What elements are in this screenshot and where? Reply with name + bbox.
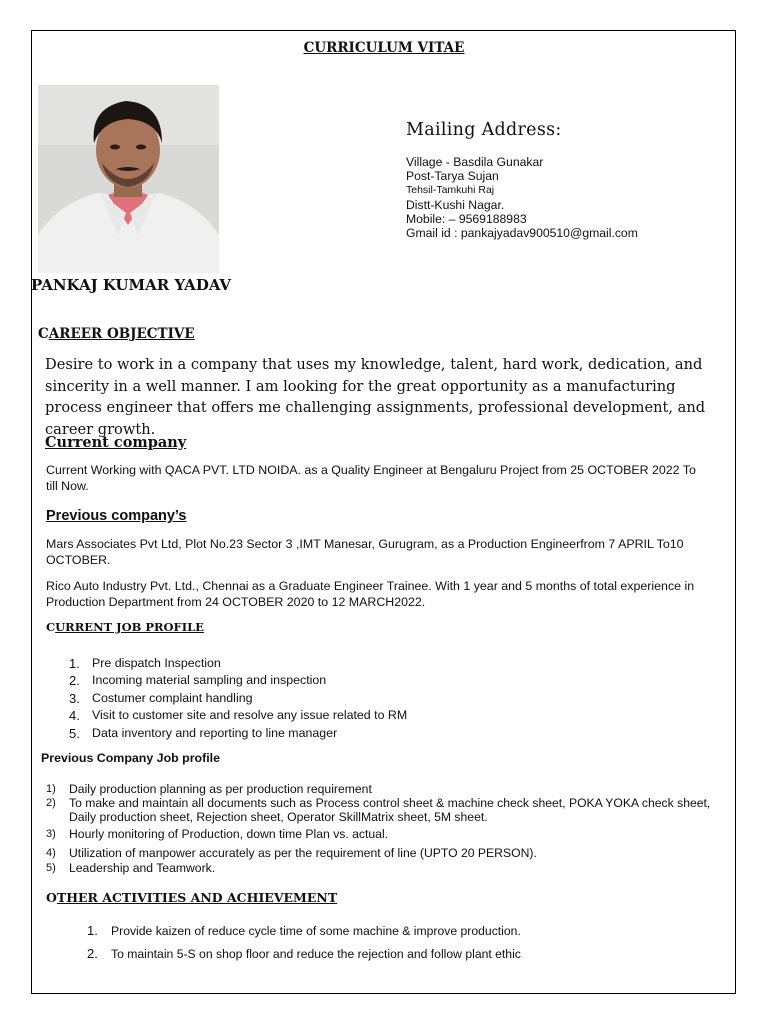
- mailing-address-block: [406, 155, 638, 240]
- current-company-text: Current Working with QACA PVT. LTD NOIDA. as a Quality Engineer at Bengaluru Project from 25 OCTOBER 2022 To till Now.: [46, 463, 696, 493]
- other-activities-list: [87, 920, 521, 965]
- current-job-profile-list: [69, 655, 408, 742]
- mailing-address-heading: Mailing Address:: [406, 120, 562, 140]
- list-text: To maintain 5-S on shop floor and reduce the rejection and follow plant ethic: [111, 946, 521, 961]
- previous-job-profile-list: [46, 782, 724, 876]
- current-company-heading: Current company: [45, 434, 187, 451]
- list-text: Incoming material sampling and inspection: [92, 673, 327, 688]
- other-activities-heading: [46, 890, 337, 905]
- other-activities-heading-rest: THER ACTIVITIES AND ACHIEVEMENT: [56, 890, 338, 905]
- list-item: [87, 920, 521, 943]
- previous-company-heading: Previous company’s: [46, 508, 187, 524]
- address-gmail: Gmail id : pankajyadav900510@gmail.com: [406, 226, 638, 241]
- list-text: Hourly monitoring of Production, down time Plan vs. actual.: [69, 827, 389, 842]
- list-item: [46, 845, 724, 860]
- list-text: Data inventory and reporting to line manager: [92, 725, 338, 740]
- career-objective-heading: [38, 326, 195, 342]
- person-photo-illustration: [38, 85, 219, 273]
- list-number: 3): [46, 828, 56, 841]
- current-job-profile-heading-rest: URRENT JOB PROFILE: [55, 620, 204, 634]
- list-number: 2.: [69, 673, 80, 689]
- other-activities-heading-initial: O: [46, 890, 57, 905]
- career-objective-heading-rest: AREER OBJECTIVE: [48, 326, 195, 342]
- list-item: [46, 861, 724, 876]
- list-number: 1): [46, 783, 56, 795]
- candidate-name: PANKAJ KUMAR YADAV: [31, 276, 232, 294]
- list-text: Costumer complaint handling: [92, 690, 253, 705]
- list-item: [69, 725, 407, 742]
- previous-job-profile-heading: Previous Company Job profile: [41, 751, 221, 765]
- list-number: 4): [46, 846, 56, 859]
- list-number: 5): [46, 862, 56, 875]
- career-objective-text: Desire to work in a company that uses my knowledge, talent, hard work, dedication, and sincerity in a well manner. I am looking for the great opportunity as a manufacturing process engineer that offers me challenging assignments, professional development, and career growth.: [45, 356, 706, 438]
- current-job-profile-heading-initial: C: [46, 620, 56, 634]
- list-item: [69, 707, 408, 724]
- address-district: Distt-Kushi Nagar.: [406, 197, 505, 212]
- document-title: CURRICULUM VITAE: [303, 40, 465, 56]
- list-item: [46, 796, 724, 824]
- list-number: 3.: [69, 690, 80, 706]
- list-item: [69, 672, 407, 689]
- address-post: Post-Tarya Sujan: [406, 169, 499, 184]
- list-number: 4.: [69, 708, 80, 724]
- profile-photo: [38, 85, 219, 273]
- list-number: 1.: [69, 656, 80, 671]
- list-number: 5.: [69, 725, 80, 741]
- address-village: Village - Basdila Gunakar: [406, 155, 544, 169]
- list-text: Provide kaizen of reduce cycle time of some machine & improve production.: [111, 924, 521, 938]
- address-tehsil: Tehsil-Tamkuhi Raj: [406, 184, 495, 197]
- list-text: Daily production planning as per production requirement: [69, 782, 372, 796]
- list-number: 1.: [87, 923, 98, 938]
- list-text: Visit to customer site and resolve any issue related to RM: [92, 708, 408, 723]
- list-text: Leadership and Teamwork.: [69, 861, 216, 876]
- list-item: [46, 827, 724, 842]
- list-item: [46, 782, 724, 796]
- list-item: [87, 943, 521, 966]
- list-text: Utilization of manpower accurately as per the requirement of line (UPTO 20 PERSON).: [69, 845, 537, 860]
- list-number: 2): [46, 797, 56, 810]
- list-text: Pre dispatch Inspection: [92, 656, 221, 670]
- list-item: [69, 655, 407, 672]
- previous-company-entry-2: Rico Auto Industry Pvt. Ltd., Chennai as a Graduate Engineer Trainee. With 1 year and 5 months of total experience in Production Department from 24 OCTOBER 2020 to 12 MARCH2022.: [46, 579, 695, 609]
- list-item: [69, 690, 407, 707]
- career-objective-heading-initial: C: [38, 326, 49, 342]
- address-mobile: Mobile: – 9569188983: [406, 211, 527, 226]
- current-job-profile-heading: [46, 620, 204, 634]
- list-number: 2.: [87, 945, 98, 961]
- list-text: To make and maintain all documents such as Process control sheet & machine check sheet, POKA YOKA check sheet, Daily production sheet, Rejection sheet, Operator SkillMatrix sheet, 5M sheet.: [69, 796, 711, 824]
- previous-company-entry-1: Mars Associates Pvt Ltd, Plot No.23 Sector 3 ,IMT Manesar, Gurugram, as a Production Engineerfrom 7 APRIL To10 OCTOBER.: [46, 537, 684, 567]
